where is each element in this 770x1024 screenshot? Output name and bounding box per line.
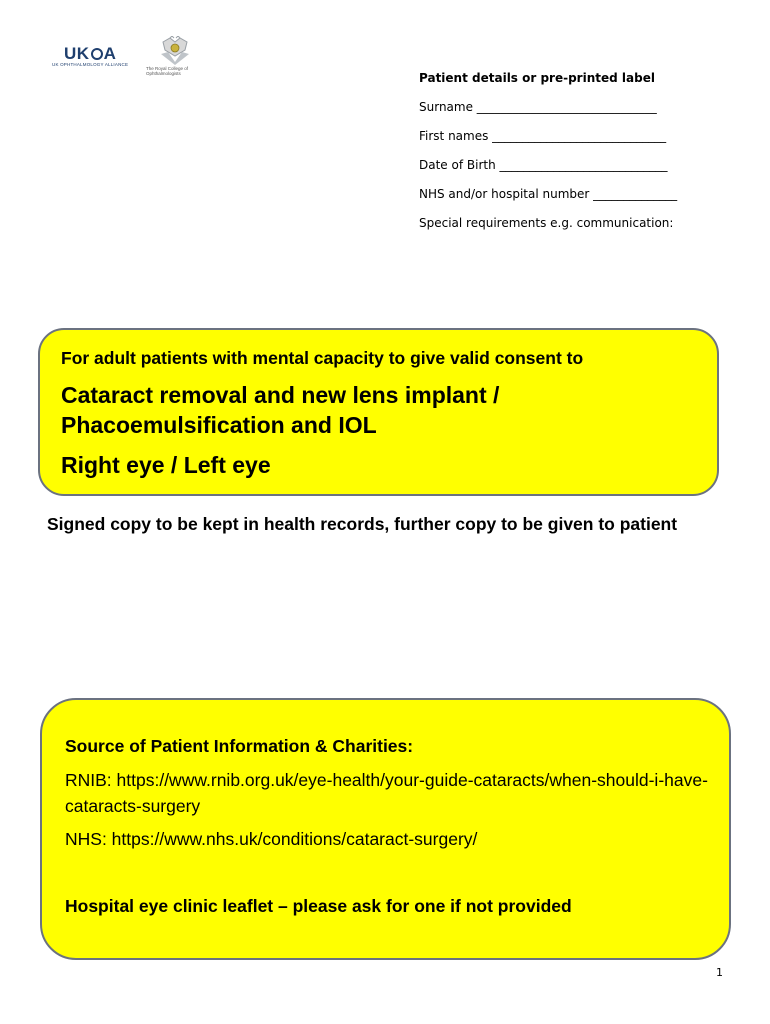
nhs-number-field[interactable]: NHS and/or hospital number ______________ bbox=[419, 187, 678, 201]
information-sources-title: Source of Patient Information & Charities: bbox=[65, 736, 414, 756]
rnib-link[interactable]: RNIB: https://www.rnib.org.uk/eye-health/your-guide-cataracts/when-should-i-have-cataracts-surgery bbox=[65, 770, 708, 816]
first-names-field[interactable]: First names _____________________________ bbox=[419, 129, 667, 143]
eye-selection: Right eye / Left eye bbox=[61, 452, 271, 478]
surname-field[interactable]: Surname ______________________________ bbox=[419, 100, 657, 114]
consent-title-box bbox=[38, 328, 719, 496]
special-requirements-field[interactable]: Special requirements e.g. communication: bbox=[419, 216, 674, 230]
ukoa-logo bbox=[52, 44, 132, 68]
page-number: 1 bbox=[716, 966, 723, 979]
patient-details bbox=[419, 70, 719, 244]
date-of-birth-field[interactable]: Date of Birth ____________________________ bbox=[419, 158, 668, 172]
signed-copy-note: Signed copy to be kept in health records, further copy to be given to patient bbox=[47, 514, 678, 534]
rco-crest-icon bbox=[158, 36, 192, 66]
procedure-title bbox=[61, 380, 499, 440]
procedure-title-line1: Cataract removal and new lens implant / bbox=[61, 382, 500, 408]
hospital-leaflet-note: Hospital eye clinic leaflet – please ask for one if not provided bbox=[65, 896, 572, 916]
rco-logo-subtitle: The Royal College of Ophthalmologists bbox=[146, 66, 189, 76]
nhs-link[interactable]: NHS: https://www.nhs.uk/conditions/cataract-surgery/ bbox=[65, 829, 478, 849]
ukoa-logo-subtitle: UK OPHTHALMOLOGY ALLIANCE bbox=[52, 62, 129, 67]
information-sources-box bbox=[40, 698, 731, 960]
procedure-title-line2: Phacoemulsification and IOL bbox=[61, 412, 377, 438]
ukoa-logo-mark: UK A bbox=[64, 44, 117, 63]
patient-details-heading: Patient details or pre-printed label bbox=[419, 71, 655, 85]
consent-lead-text: For adult patients with mental capacity to give valid consent to bbox=[61, 348, 584, 368]
rco-logo bbox=[146, 36, 206, 78]
